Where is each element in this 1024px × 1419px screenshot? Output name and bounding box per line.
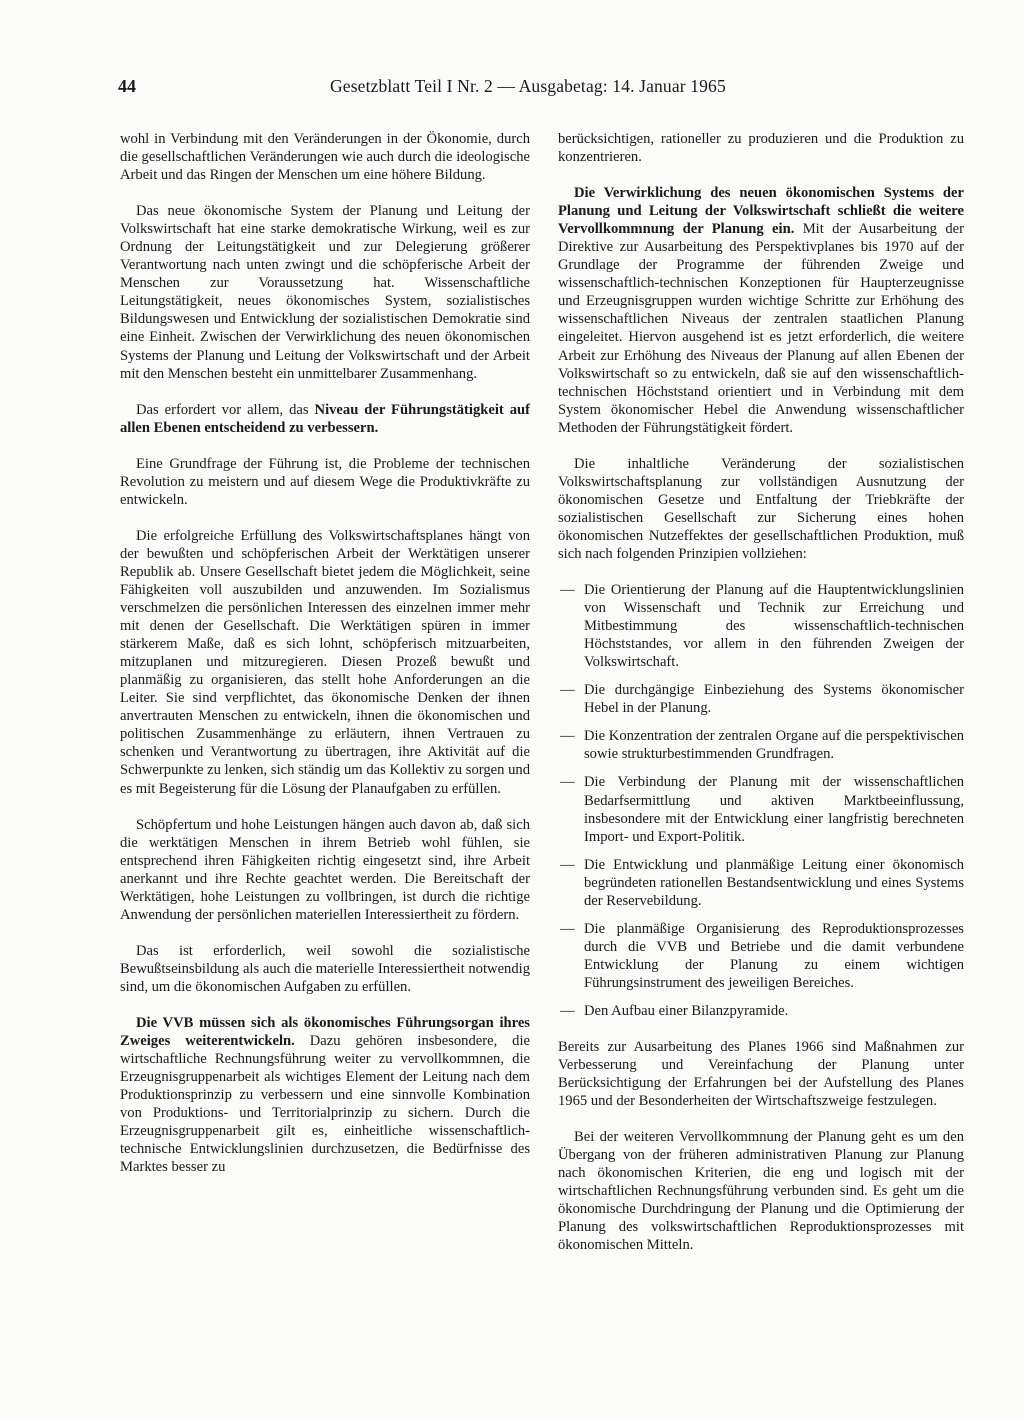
- paragraph-text: Mit der Ausarbeitung der Direktive zur Ausarbeitung des Perspektivplanes bis 1970 auf der Grundlage der Programme der führenden Zweige und wissenschaftlich-technischen Konzeptionen für Haupterzeugnisse und Erzeugnisgruppen wurden wichtige Schritte zur Erhöhung des wissenschaftlichen Niveaus der zentralen staatlichen Planung eingeleitet. Hiervon ausgehend ist es jetzt erforderlich, die weitere Arbeit zur Erhöhung des Niveaus der Planung auf allen Ebenen der Volkswirtschaft so zu entwickeln, daß sie auf den wissenschaftlich-technischen Höchststand orientiert und in Verbindung mit dem System ökonomischer Hebel die Anwendung wissenschaftlicher Methoden der Führungstätigkeit fördert.: [558, 221, 964, 436]
- page-header: [118, 74, 963, 98]
- header-title: Gesetzblatt Teil I Nr. 2 — Ausgabetag: 14. Januar 1965: [330, 76, 726, 96]
- list-item: [558, 681, 964, 717]
- paragraph: Die erfolgreiche Erfüllung des Volkswirtschaftsplanes hängt von der bewußten und schöpferischen Arbeit der Werktätigen unserer Republik ab. Unsere Gesellschaft bietet jedem die Möglichkeit, seine Fähigkeiten voll auszubilden und anzuwenden. Im Sozialismus verschmelzen die persönlichen Interessen des einzelnen immer mehr mit denen der Gesellschaft. Die Werktätigen spüren in immer stärkerem Maße, daß es sich lohnt, schöpferisch mitzuarbeiten, mitzuplanen und mitzuregieren. Diesen Prozeß bewußt und planmäßig zu organisieren, das stellt hohe Anforderungen an die Leiter. Sie sind verpflichtet, das ökonomische Denken der ihnen anvertrauten Menschen zu entwickeln, ihnen die ökonomischen und politischen Zusammenhänge zu erläutern, ihnen Vertrauen zu schenken und Verantwortung zu übertragen, ihre Aktivität auf die Schwerpunkte zu lenken, sich ständig um das Kollektiv zu sorgen und es mit Begeisterung für die Lösung der Planaufgaben zu erfüllen.: [120, 527, 530, 797]
- paragraph: Die inhaltliche Veränderung der sozialistischen Volkswirtschaftsplanung zur vollständigen Ausnutzung der ökonomischen Gesetze und Entfaltung der Triebkräfte der sozialistischen Gesellschaft zur Sicherung eines hohen ökonomischen Nutzeffektes der gesellschaftlichen Produktion, muß sich nach folgenden Prinzipien vollziehen:: [558, 455, 964, 562]
- list-item: [558, 773, 964, 845]
- page-number: 44: [118, 76, 136, 96]
- paragraph: berücksichtigen, rationeller zu produzieren und die Produktion zu konzentrieren.: [558, 131, 964, 166]
- principles-list: [558, 581, 964, 1020]
- list-item: [558, 1002, 964, 1020]
- list-item: [558, 581, 964, 671]
- dash-marker: —: [560, 582, 575, 599]
- dash-marker: —: [560, 856, 575, 873]
- list-item: [558, 856, 964, 910]
- paragraph-text: Dazu gehören insbesondere, die wirtschaftliche Rechnungsführung weiter zu vervollkommnen, die Erzeugnisgruppenarbeit als wichtiges Element der Leitung nach dem Produktionsprinzip zu verbessern und eine sinnvolle Kombination von Produktions- und Territorialprinzip zu sichern. Durch die Erzeugnisgruppenarbeit gilt es, einheitliche wissenschaftlich-technische Entwicklungslinien durchzusetzen, die Bedürfnisse des Marktes besser zu: [120, 1033, 530, 1176]
- paragraph: [120, 1014, 530, 1176]
- list-item: [558, 727, 964, 763]
- paragraph: [558, 184, 964, 437]
- paragraph-text: Das erfordert vor allem, das: [136, 401, 315, 418]
- emphasized-text: Die Verwirklichung des neuen ökonomischen Systems der Planung und Leitung der Volkswirtschaft schließt die weitere Vervollkommnung der Planung ein.: [558, 185, 964, 238]
- dash-marker: —: [560, 682, 575, 699]
- list-item-text: Die Orientierung der Planung auf die Hauptentwicklungslinien von Wissenschaft und Technik zur Erreichung und Mitbestimmung des wissenschaftlich-technischen Höchststandes, vor allem in den führenden Zweigen der Volkswirtschaft.: [584, 582, 964, 671]
- list-item-text: Die Entwicklung und planmäßige Leitung einer ökonomisch begründeten rationellen Bestandsentwicklung und eines Systems der Reservebildung.: [584, 856, 964, 909]
- paragraph: Bereits zur Ausarbeitung des Planes 1966 sind Maßnahmen zur Verbesserung und Vereinfachung der Planung unter Berücksichtigung der Erfahrungen bei der Aufstellung des Planes 1965 und der Besonderheiten der Wirtschaftszweige festzulegen.: [558, 1039, 964, 1110]
- dash-marker: —: [560, 728, 575, 745]
- emphasized-text: Die VVB müssen sich als ökonomisches Führungsorgan ihres Zweiges weiterentwickeln.: [120, 1014, 530, 1050]
- list-item: [558, 920, 964, 992]
- list-item-text: Die planmäßige Organisierung des Reproduktionsprozesses durch die VVB und Betriebe und die damit verbundene Entwicklung der Planung zu einem wichtigen Führungsinstrument des jeweiligen Bereiches.: [584, 920, 964, 991]
- paragraph: Schöpfertum und hohe Leistungen hängen auch davon ab, daß sich die werktätigen Menschen in ihrem Betrieb wohl fühlen, sie entsprechend ihren Fähigkeiten richtig eingesetzt sind, ihre Arbeit anerkannt und ihre Rechte geachtet werden. Die Bereitschaft der Werktätigen, hohe Leistungen zu vollbringen, ist durch die richtige Anwendung der persönlichen materiellen Interessiertheit zu fördern.: [120, 816, 530, 923]
- paragraph: Bei der weiteren Vervollkommnung der Planung geht es um den Übergang von der früheren administrativen Planung zur Planung nach ökonomischen Kriterien, die eng und logisch mit der wirtschaftlichen Rechnungsführung verbunden sind. Es geht um die ökonomische Durchdringung der Planung und die Optimierung der Planung des volkswirtschaftlichen Reproduktionsprozesses mit ökonomischen Mitteln.: [558, 1129, 964, 1254]
- dash-marker: —: [560, 920, 575, 937]
- list-item-text: Den Aufbau einer Bilanzpyramide.: [584, 1002, 789, 1019]
- paragraph: Eine Grundfrage der Führung ist, die Probleme der technischen Revolution zu meistern und auf diesem Wege die Produktivkräfte zu entwickeln.: [120, 455, 530, 508]
- list-item-text: Die durchgängige Einbeziehung des Systems ökonomischer Hebel in der Planung.: [584, 682, 964, 717]
- dash-marker: —: [560, 1002, 575, 1019]
- list-item-text: Die Konzentration der zentralen Organe auf die perspektivischen sowie strukturbestimmenden Grundfragen.: [584, 728, 964, 763]
- paragraph: wohl in Verbindung mit den Veränderungen in der Ökonomie, durch die gesellschaftlichen Veränderungen wie auch durch die ideologische Arbeit und das Ringen der Menschen um eine höhere Bildung.: [120, 131, 530, 184]
- paragraph: Das neue ökonomische System der Planung und Leitung der Volkswirtschaft hat eine starke demokratische Wirkung, weil es zur Ordnung der Leitungstätigkeit und zur Delegierung größerer Verantwortung nach unten zwingt und die schöpferische Arbeit der Menschen zur Voraussetzung hat. Wissenschaftliche Leitungstätigkeit, neues ökonomisches System, sozialistisches Bildungswesen und Entwicklung der sozialistischen Demokratie sind eine Einheit. Zwischen der Verwirklichung des neuen ökonomischen Systems der Planung und Leitung der Volkswirtschaft und der Arbeit mit den Menschen besteht ein unmittelbarer Zusammenhang.: [120, 203, 530, 382]
- paragraph: [120, 401, 530, 437]
- emphasized-text: Niveau der Führungstätigkeit auf allen Ebenen entscheidend zu verbessern.: [120, 401, 530, 436]
- list-item-text: Die Verbindung der Planung mit der wissenschaftlichen Bedarfsermittlung und aktiven Marktbeeinflussung, insbesondere mit der Entwicklung einer langfristig berechneten Import- und Export-Politik.: [584, 774, 964, 845]
- paragraph: Das ist erforderlich, weil sowohl die sozialistische Bewußtseinsbildung als auch die materielle Interessiertheit notwendig sind, um die ökonomischen Aufgaben zu erfüllen.: [120, 942, 530, 995]
- right-column: [558, 130, 964, 1273]
- dash-marker: —: [560, 774, 575, 791]
- left-column: [120, 130, 530, 1194]
